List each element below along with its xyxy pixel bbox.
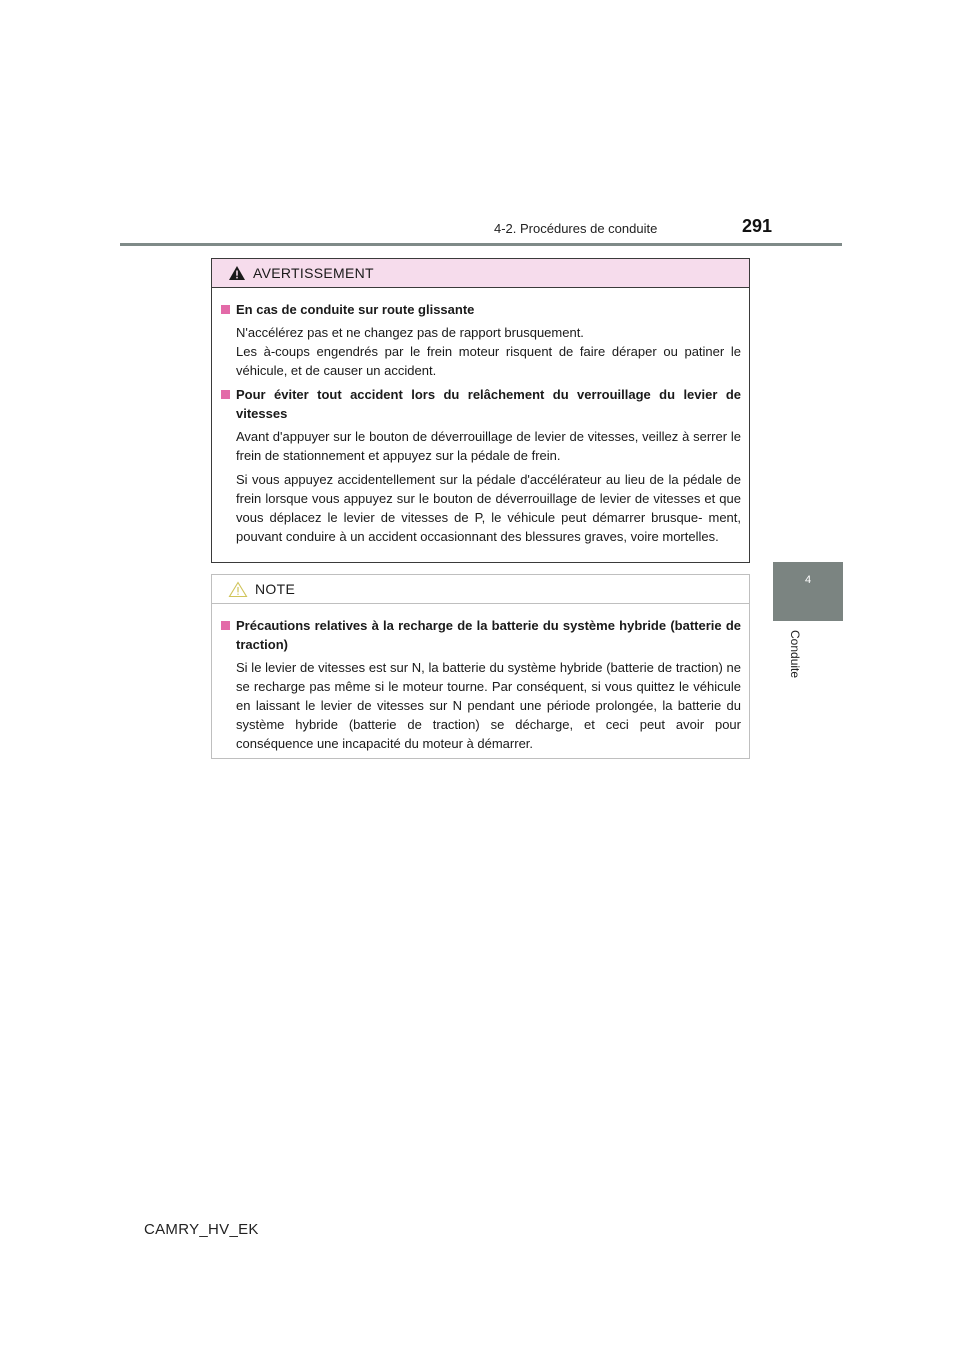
note-body [212, 604, 749, 753]
warning-paragraph: N'accélérez pas et ne changez pas de rapport brusquement. Les à-coups engendrés par le frein moteur risquent de faire déraper ou patiner le véhicule, et de causer un accident. [236, 325, 741, 378]
square-bullet-icon [221, 305, 230, 314]
square-bullet-icon [221, 390, 230, 399]
warning-title: AVERTISSEMENT [253, 265, 374, 281]
page-number: 291 [742, 216, 773, 236]
warning-topic-heading: En cas de conduite sur route glissante [220, 300, 741, 319]
note-title: NOTE [255, 581, 296, 597]
caution-triangle-outline-icon [228, 581, 248, 598]
square-bullet-icon [221, 621, 230, 630]
warning-topic-heading: Pour éviter tout accident lors du relâchement du verrouillage du levier de vitesses [220, 385, 741, 423]
warning-paragraph: Avant d'appuyer sur le bouton de déverrouillage de levier de vitesses, veillez à serrer le frein de stationnement et appuyez sur la pédale de frein. [236, 429, 741, 463]
note-box [211, 574, 750, 759]
warning-triangle-icon [228, 265, 246, 281]
note-header [212, 575, 749, 604]
warning-body [212, 288, 749, 546]
chapter-label: Conduite [788, 630, 802, 679]
document-code: CAMRY_HV_EK [144, 1221, 259, 1238]
note-topic-heading: Précautions relatives à la recharge de la batterie du système hybride (batterie de traction) [220, 616, 741, 654]
note-paragraph: Si le levier de vitesses est sur N, la batterie du système hybride (batterie de traction) ne se recharge pas même si le moteur tourne. Par conséquent, si vous quittez le véhicule en laissant le levier de vitesses sur N pendant une période prolongée, la batterie du système hybride (batterie de traction) se décharge, et ceci peut avoir pour conséquence une incapacité du moteur à démarrer. [236, 660, 741, 751]
warning-header [212, 259, 749, 288]
section-title: 4-2. Procédures de conduite [494, 221, 658, 236]
warning-box [211, 258, 750, 563]
header-divider [120, 243, 842, 246]
chapter-tab[interactable] [773, 562, 843, 621]
warning-paragraph: Si vous appuyez accidentellement sur la pédale d'accélérateur au lieu de la pédale de frein lorsque vous appuyez sur le bouton de déverrouillage de levier de vitesses et que vous déplacez le levier de vitesses de P, le véhicule peut démarrer brusque- ment, pouvant conduire à un accident occasionnant des blessures graves, voire mortelles. [236, 472, 741, 544]
chapter-number: 4 [804, 574, 812, 586]
